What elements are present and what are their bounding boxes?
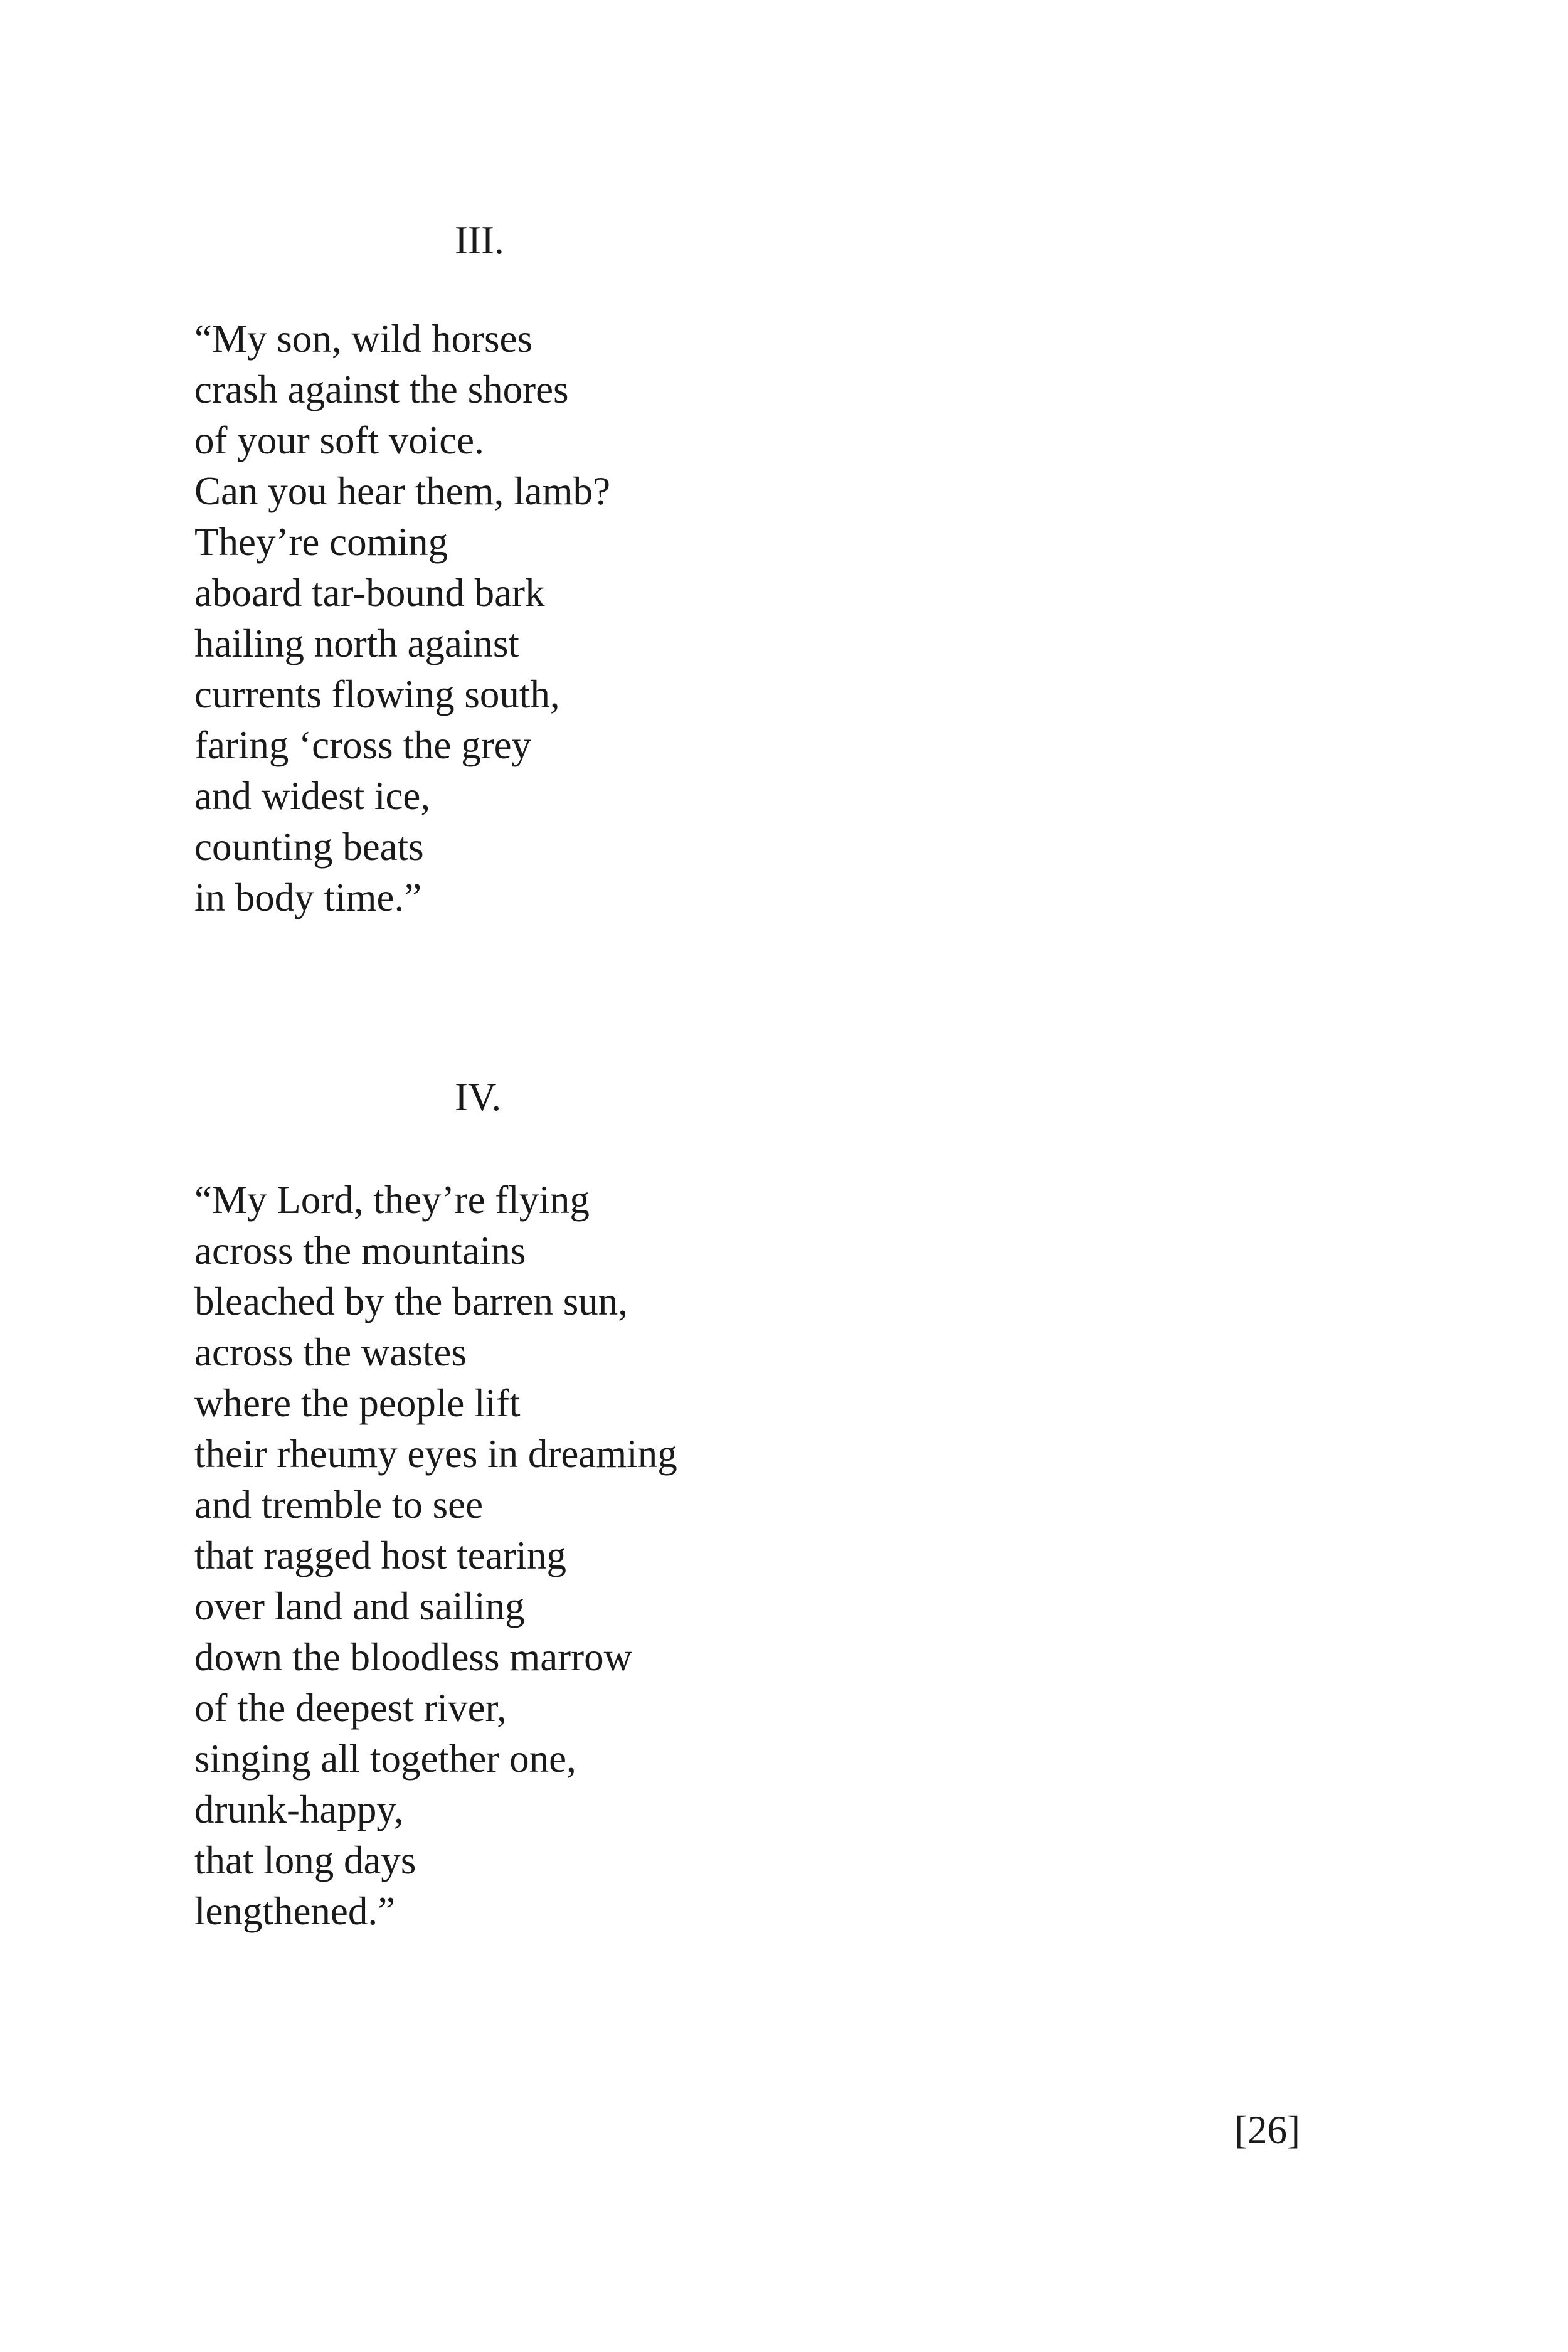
poem-line: hailing north against xyxy=(194,622,519,665)
poem-line: “My Lord, they’re flying xyxy=(194,1178,590,1222)
poem-line: of the deepest river, xyxy=(194,1686,507,1730)
poem-line: and widest ice, xyxy=(194,774,431,818)
poem-line: bleached by the barren sun, xyxy=(194,1279,628,1323)
poem-line: and tremble to see xyxy=(194,1483,484,1527)
poem-line: that long days xyxy=(194,1838,416,1882)
poem-line: over land and sailing xyxy=(194,1584,525,1628)
poem-line: counting beats xyxy=(194,825,424,869)
poem-line: crash against the shores xyxy=(194,368,569,411)
poem-line: aboard tar-bound bark xyxy=(194,571,545,615)
poem-line: singing all together one, xyxy=(194,1737,576,1781)
poem-line: in body time.” xyxy=(194,876,422,919)
page-number: [26] xyxy=(1234,2108,1300,2152)
poem-line: drunk-happy, xyxy=(194,1788,404,1831)
poem-line: across the wastes xyxy=(194,1330,467,1374)
poem-line: faring ‘cross the grey xyxy=(194,723,532,767)
poem-line: where the people lift xyxy=(194,1381,521,1425)
poem-line: their rheumy eyes in dreaming xyxy=(194,1432,677,1476)
poem-line: “My son, wild horses xyxy=(194,317,532,361)
poem-line: that ragged host tearing xyxy=(194,1534,567,1577)
section-heading-iii: III. xyxy=(455,218,504,262)
poem-line: They’re coming xyxy=(194,520,448,564)
stanza-iv xyxy=(194,1175,677,1937)
poem-line: currents flowing south, xyxy=(194,672,560,716)
section-heading-iv: IV. xyxy=(455,1075,502,1119)
poem-line: lengthened.” xyxy=(194,1889,396,1933)
stanza-iii xyxy=(194,314,610,923)
poem-line: down the bloodless marrow xyxy=(194,1635,633,1679)
poem-line: Can you hear them, lamb? xyxy=(194,469,611,513)
poem-line: of your soft voice. xyxy=(194,418,484,462)
poem-line: across the mountains xyxy=(194,1229,526,1273)
